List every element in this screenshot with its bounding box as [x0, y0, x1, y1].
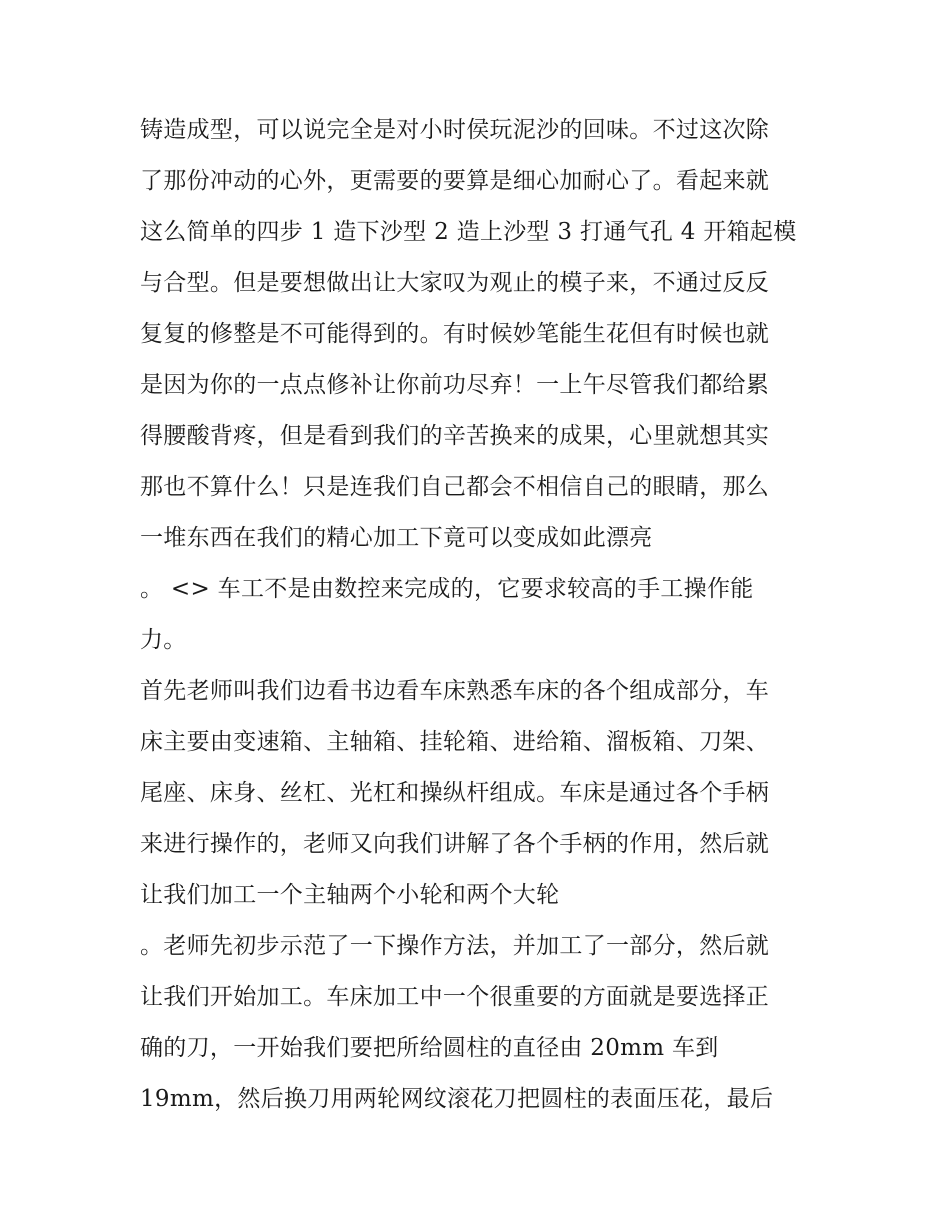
text-line: 力。 [140, 627, 187, 653]
text-line: 床主要由变速箱、主轴箱、挂轮箱、进给箱、溜板箱、刀架、 [140, 729, 770, 755]
text-line: 与合型。但是要想做出让大家叹为观止的模子来，不通过反反 [140, 270, 770, 296]
text-line: 那也不算什么！只是连我们自己都会不相信自己的眼睛，那么 [140, 474, 770, 500]
text-line: 首先老师叫我们边看书边看车床熟悉车床的各个组成部分，车 [140, 678, 770, 704]
text-line: 。 <> 车工不是由数控来完成的，它要求较高的手工操作能 [140, 576, 754, 602]
text-line: 得腰酸背疼，但是看到我们的辛苦换来的成果，心里就想其实 [140, 423, 770, 449]
text-line: 了那份冲动的心外，更需要的要算是细心加耐心了。看起来就 [140, 168, 770, 194]
text-line: 让我们加工一个主轴两个小轮和两个大轮 [140, 882, 560, 908]
text-line: 。老师先初步示范了一下操作方法，并加工了一部分，然后就 [140, 933, 770, 959]
text-line: 一堆东西在我们的精心加工下竟可以变成如此漂亮 [140, 525, 653, 551]
text-line: 尾座、床身、丝杠、光杠和操纵杆组成。车床是通过各个手柄 [140, 780, 770, 806]
text-line: 复复的修整是不可能得到的。有时候妙笔能生花但有时候也就 [140, 321, 770, 347]
text-line: 来进行操作的，老师又向我们讲解了各个手柄的作用，然后就 [140, 831, 770, 857]
text-line: 19mm，然后换刀用两轮网纹滚花刀把圆柱的表面压花，最后 [140, 1086, 774, 1112]
text-line: 是因为你的一点点修补让你前功尽弃！一上午尽管我们都给累 [140, 372, 770, 398]
body-text [140, 105, 820, 1125]
text-line: 铸造成型，可以说完全是对小时侯玩泥沙的回味。不过这次除 [140, 117, 770, 143]
text-line: 确的刀，一开始我们要把所给圆柱的直径由 20mm 车到 [140, 1035, 719, 1061]
text-line: 让我们开始加工。车床加工中一个很重要的方面就是要选择正 [140, 984, 770, 1010]
text-line: 这么简单的四步 1 造下沙型 2 造上沙型 3 打通气孔 4 开箱起模 [140, 219, 797, 245]
